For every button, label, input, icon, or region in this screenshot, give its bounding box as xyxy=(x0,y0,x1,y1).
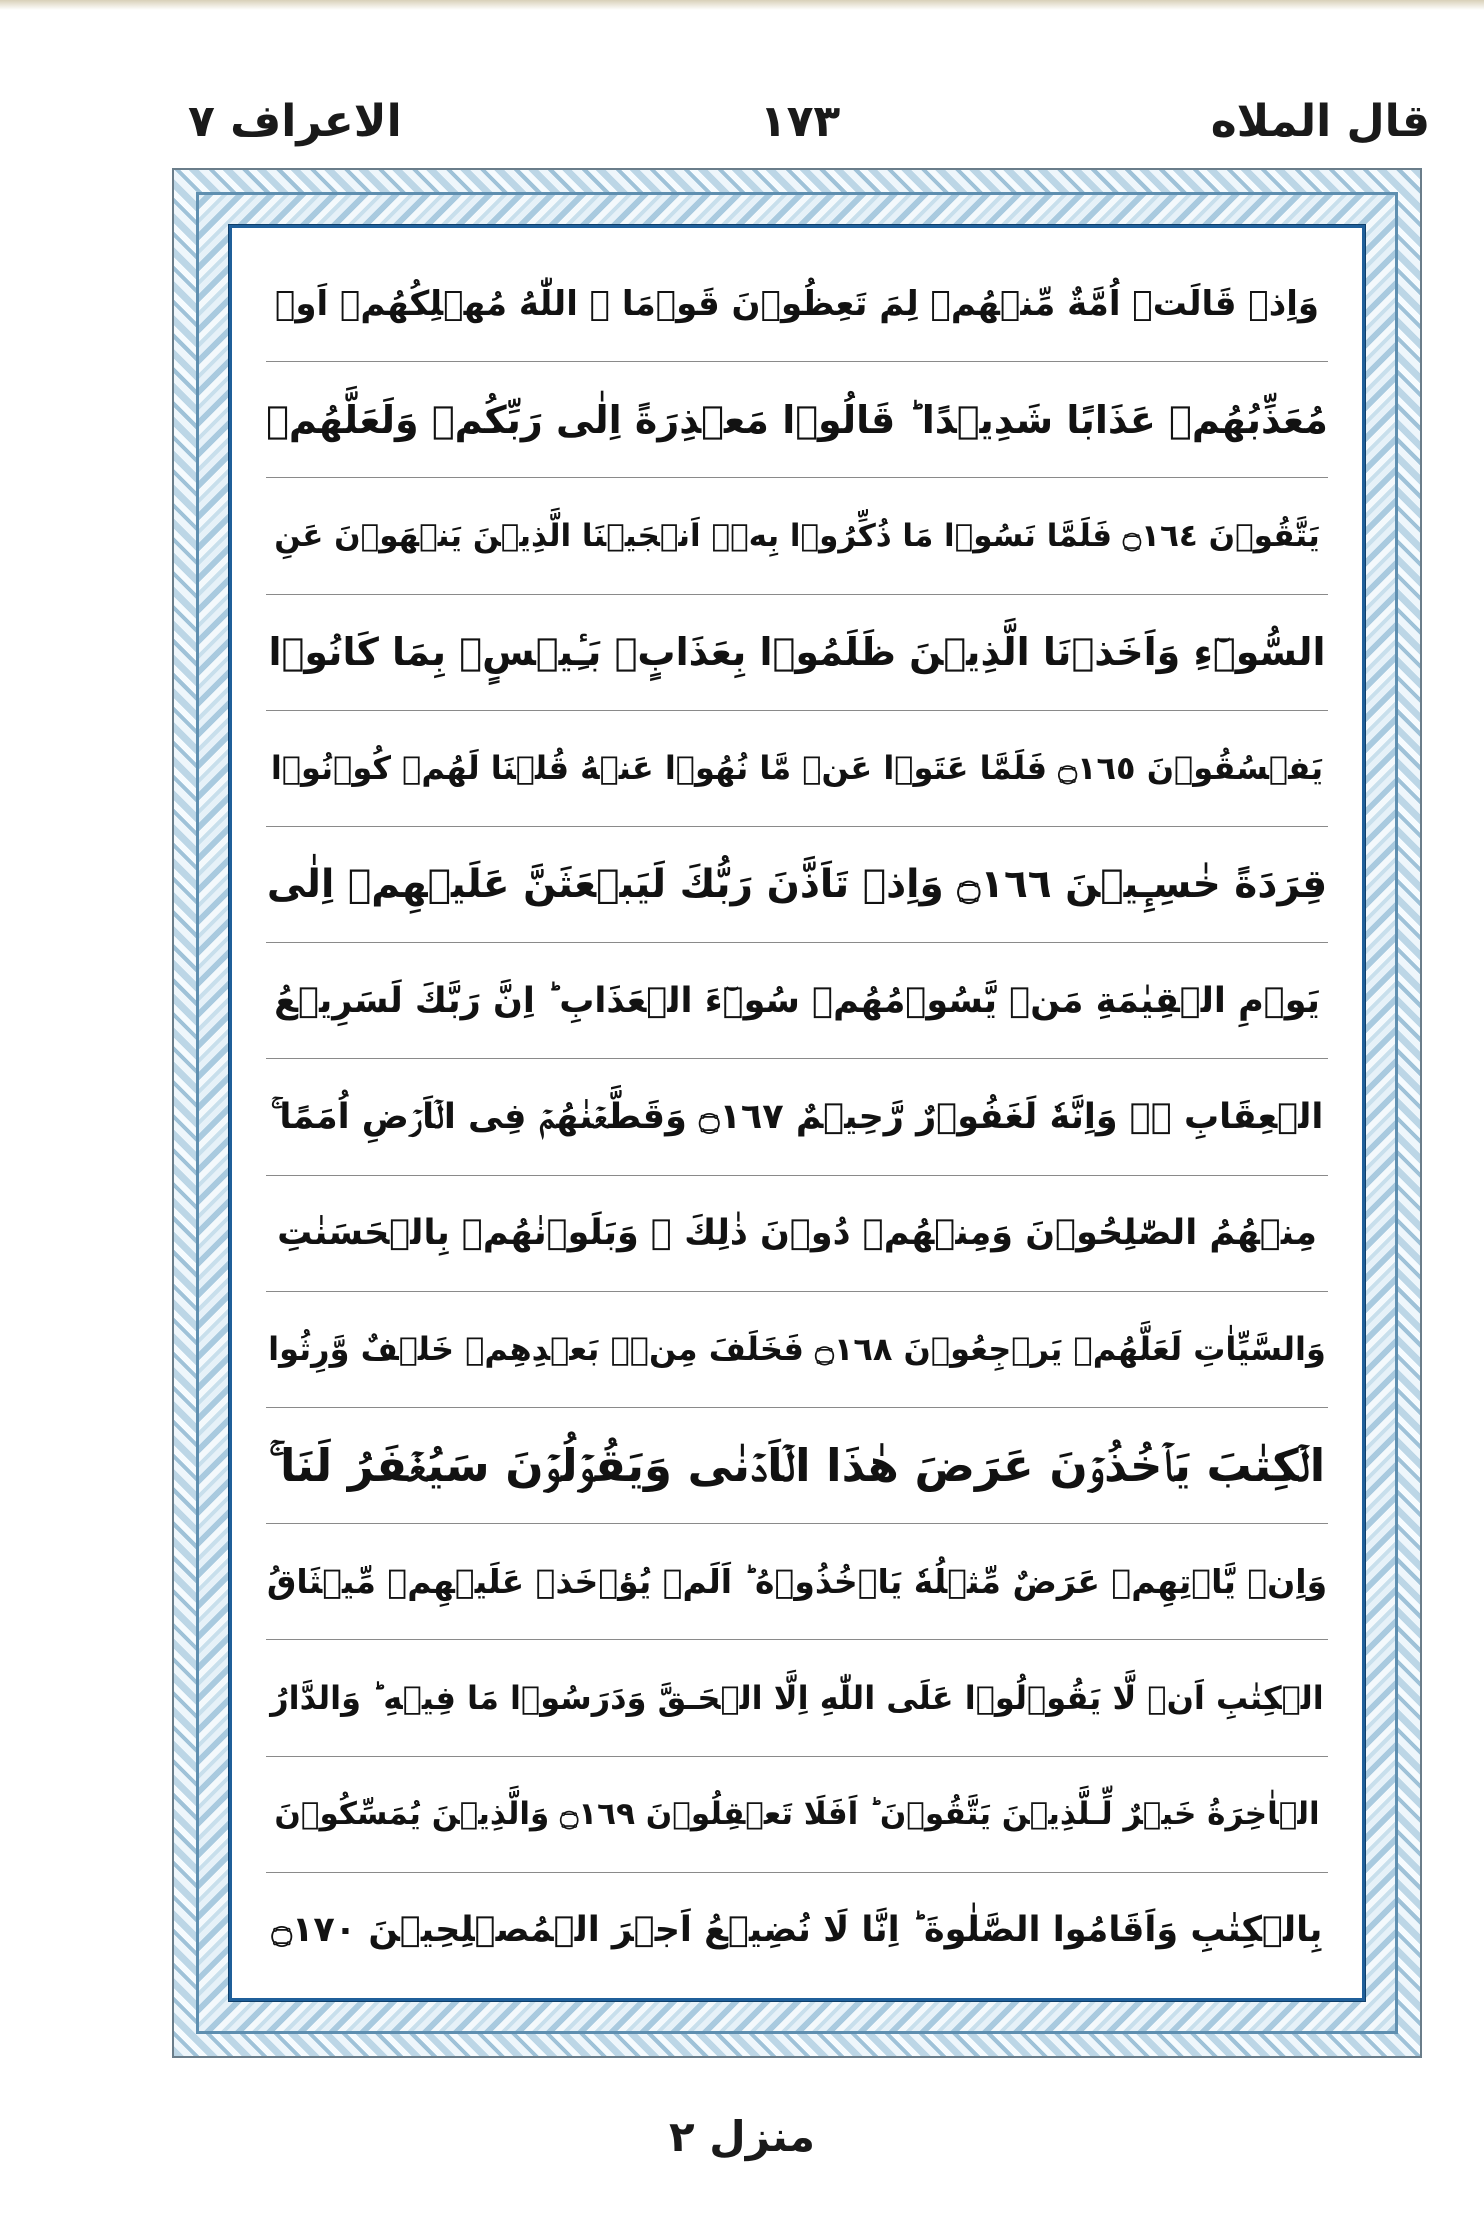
verse-line: بِالۡكِتٰبِ وَاَقَامُوا الصَّلٰوةَ ؕ اِنَّا لَا نُضِيۡعُ اَجۡرَ الۡمُصۡلِحِيۡنَ ۝١٧٠ xyxy=(271,1910,1323,1951)
verse-line: وَاِنۡ يَّاۡتِهِمۡ عَرَضٌ مِّثۡلُهٗ يَاۡخُذُوۡهُ ؕ اَلَمۡ يُؤۡخَذۡ عَلَيۡهِمۡ مِّيۡثَاقُ xyxy=(266,1524,1328,1640)
page-top-edge xyxy=(0,0,1484,10)
ornamental-border xyxy=(172,168,1422,2058)
verse-line: مُعَذِّبُهُمۡ عَذَابًا شَدِيۡدًا ؕ قَالُوۡا مَعۡذِرَةً اِلٰى رَبِّكُمۡ وَلَعَلَّهُمۡ xyxy=(266,362,1328,478)
juz-name: قال الملاه xyxy=(1210,96,1430,147)
verse-line: الۡكِتٰبَ يَاۡخُذُوۡنَ عَرَضَ هٰذَا الۡاَدۡنٰى وَيَقُوۡلُوۡنَ سَيُغۡفَرُ لَنَا ۚ xyxy=(266,1408,1328,1524)
verse-line: السُّوۡٓءِ وَاَخَذۡنَا الَّذِيۡنَ ظَلَمُوۡا بِعَذَابٍۢ بَـِٔيۡسٍۢ بِمَا كَانُوۡا xyxy=(266,595,1328,711)
verse-line: الۡاٰخِرَةُ خَيۡرٌ لِّـلَّذِيۡنَ يَتَّقُوۡنَ ؕ اَفَلَا تَعۡقِلُوۡنَ ۝١٦٩ وَالَّذِيۡنَ يُمَسِّكُوۡنَ xyxy=(266,1757,1328,1873)
verse-line: وَاِذۡ قَالَتۡ اُمَّةٌ مِّنۡهُمۡ لِمَ تَعِظُوۡنَ قَوۡمَا ۙ اللّٰهُ مُهۡلِكُهُمۡ اَوۡ xyxy=(266,246,1328,362)
verse-line: يَتَّقُوۡنَ ۝١٦٤ فَلَمَّا نَسُوۡا مَا ذُكِّرُوۡا بِهٖۤ اَنۡجَيۡنَا الَّذِيۡنَ يَنۡهَوۡنَ عَنِ xyxy=(266,478,1328,594)
verse-line: مِنۡهُمُ الصّٰلِحُوۡنَ وَمِنۡهُمۡ دُوۡنَ ذٰلِكَ ۫ وَبَلَوۡنٰهُمۡ بِالۡحَسَنٰتِ xyxy=(266,1176,1328,1292)
verse-line: يَفۡسُقُوۡنَ ۝١٦٥ فَلَمَّا عَتَوۡا عَنۡ مَّا نُهُوۡا عَنۡهُ قُلۡنَا لَهُمۡ كُوۡنُوۡا xyxy=(266,711,1328,827)
page-header xyxy=(170,96,1430,176)
verse-line: قِرَدَةً خٰسِـِٕيۡنَ ۝١٦٦ وَاِذۡ تَاَذَّنَ رَبُّكَ لَيَبۡعَثَنَّ عَلَيۡهِمۡ اِلٰى xyxy=(266,827,1328,943)
text-panel xyxy=(229,225,1365,2001)
verse-line: وَالسَّيِّاٰتِ لَعَلَّهُمۡ يَرۡجِعُوۡنَ ۝١٦٨ فَخَلَفَ مِنۡۢ بَعۡدِهِمۡ خَلۡفٌ وَّرِثُوا xyxy=(266,1292,1328,1408)
page-number: ١٧٣ xyxy=(759,96,841,147)
surah-name: الاعراف ٧ xyxy=(188,96,402,147)
verse-line: الۡكِتٰبِ اَنۡ لَّا يَقُوۡلُوۡا عَلَى اللّٰهِ اِلَّا الۡحَـقَّ وَدَرَسُوۡا مَا فِيۡهِ ؕ وَالدَّارُ xyxy=(266,1640,1328,1756)
verse-line: يَوۡمِ الۡقِيٰمَةِ مَنۡ يَّسُوۡمُهُمۡ سُوۡٓءَ الۡعَذَابِ ؕ اِنَّ رَبَّكَ لَسَرِيۡعُ xyxy=(266,943,1328,1059)
verse-line: الۡعِقَابِ ۖۚ وَاِنَّهٗ لَغَفُوۡرٌ رَّحِيۡمٌ ۝١٦٧ وَقَطَّعۡنٰهُمۡ فِى الۡاَرۡضِ اُمَمًا ۚ xyxy=(266,1059,1328,1175)
ornamental-border-inner xyxy=(196,192,1398,2034)
manzil-label: منزل ٢ xyxy=(669,2112,815,2161)
